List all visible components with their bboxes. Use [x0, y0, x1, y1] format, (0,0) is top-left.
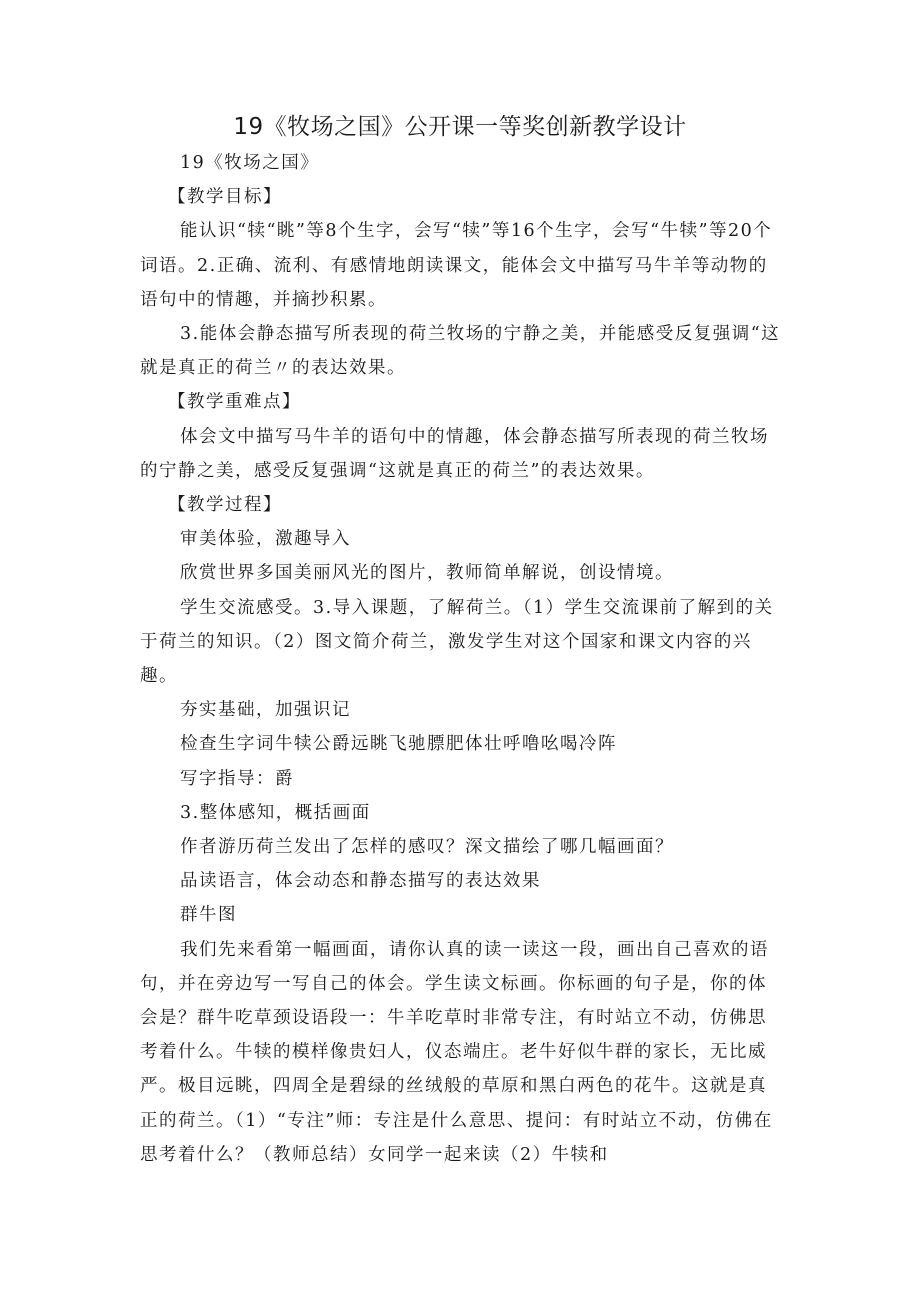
paragraph: 审美体验，激趣导入 [180, 529, 351, 550]
paragraph: 学生交流感受。3.导入课题，了解荷兰。（1）学生交流课前了解到的关于荷兰的知识。（2）图文简介荷兰，激发学生对这个国家和课文内容的兴趣。 [140, 597, 774, 687]
paragraph: 写字指导：爵 [180, 768, 294, 789]
section-heading-process: 【教学过程】 [168, 495, 282, 516]
paragraph: 欣赏世界多国美丽风光的图片，教师简单解说，创设情境。 [180, 563, 674, 584]
paragraph: 3.整体感知，概括画面 [180, 802, 371, 823]
paragraph: 群牛图 [180, 905, 237, 926]
lesson-heading: 19《牧场之国》 [180, 153, 320, 173]
document-title: 19《牧场之国》公开课一等奖创新教学设计 [233, 114, 687, 140]
section-heading-goals: 【教学目标】 [168, 187, 282, 208]
section-heading-key-points: 【教学重难点】 [168, 392, 301, 413]
paragraph: 能认识“犊“眺”等8个生字，会写“犊”等16个生字，会写“牛犊”等20个词语。2.正确、流利、有感情地朗读课文，能体会文中描写马牛羊等动物的语句中的情趣，并摘抄积累。 [140, 221, 773, 310]
paragraph: 体会文中描写马牛羊的语句中的情趣，体会静态描写所表现的荷兰牧场的宁静之美，感受反复强调“这就是真正的荷兰”的表达效果。 [140, 426, 769, 481]
paragraph: 检查生字词牛犊公爵远眺飞驰膘肥体壮呼噜吆喝冷阵 [180, 734, 617, 755]
paragraph: 夯实基础，加强识记 [180, 700, 351, 721]
paragraph: 作者游历荷兰发出了怎样的感叹？深文描绘了哪几幅画面？ [180, 837, 674, 858]
paragraph: 我们先来看第一幅画面，请你认真的读一读这一段，画出自己喜欢的语句，并在旁边写一写自己的体会。学生读文标画。你标画的句子是，你的体会是？群牛吃草颈设语段一：牛羊吃草时非常专注，有时站立不动，仿佛思考着什么。牛犊的模样像贵妇人，仪态端庄。老牛好似牛群的家长，无比威严。极目远眺，四周全是碧绿的丝绒般的草原和黑白两色的花牛。这就是真正的荷兰。（1）“专注”师：专注是什么意思、提问：有时站立不动，仿佛在思考着什么？（教师总结）女同学一起来读（2）牛犊和 [140, 939, 773, 1165]
document-body [140, 146, 785, 1172]
paragraph: 3.能体会静态描写所表现的荷兰牧场的宁静之美，并能感受反复强调“这就是真正的荷兰〃的表达效果。 [140, 324, 781, 379]
paragraph: 品读语言，体会动态和静态描写的表达效果 [180, 871, 541, 892]
